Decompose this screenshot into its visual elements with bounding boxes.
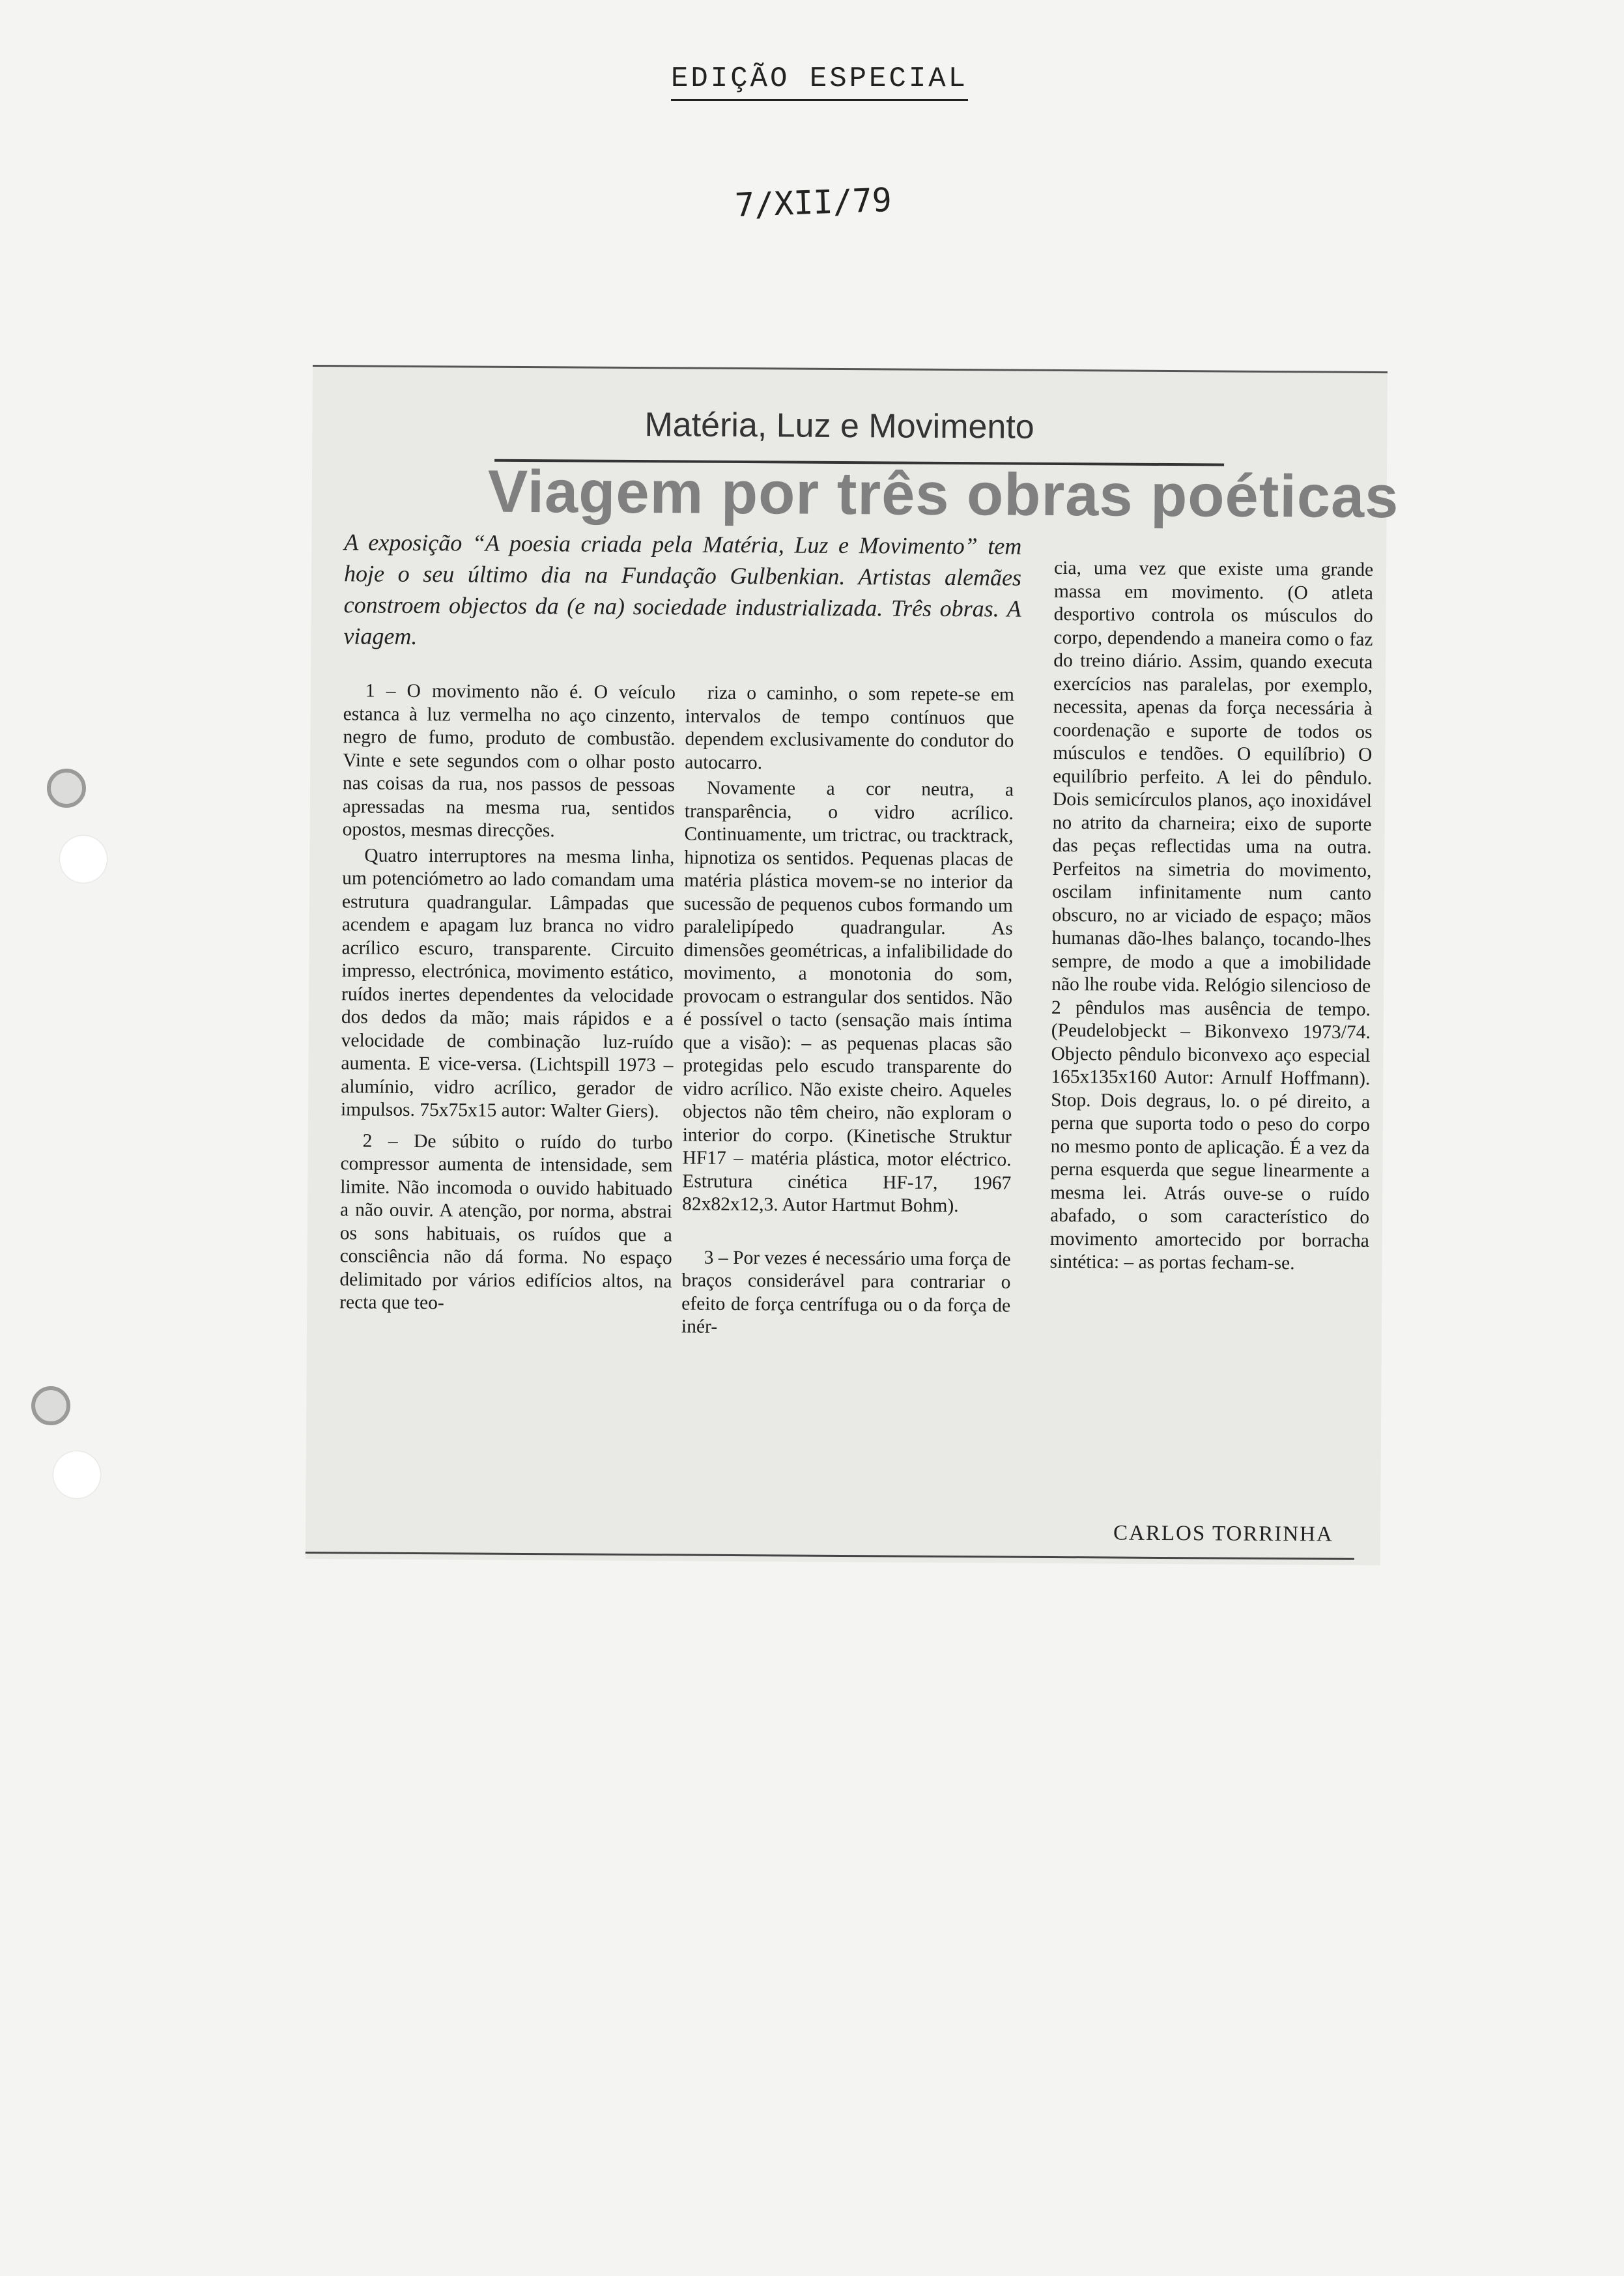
paragraph: Novamente a cor neutra, a transparência, o vidro acrílico. Continuamente, um trictrac, ou tracktrack, hipnotiza os sentidos. Pequenas placas de matéria plástica movem-se no interior da sucessão de pequenos cubos formando um paralelipípedo quadrangular. As dimensões geométricas, a infalibilidade do movimento, a monotonia do som, provocam o estrangular dos sentidos. Não é possível o tacto (sensação mais íntima que a visão): – as pequenas placas são protegidas pelo escudo transparente do vidro acrílico. Não existe cheiro. Aqueles objectos não têm cheiro, não exploram o interior do corpo. (Kinetische Struktur HF17 – matéria plástica, motor eléctrico. Estrutura cinética HF-17, 1967 82x82x12,3. Autor Hartmut Bohm). [682,777,1014,1217]
section-title: Matéria, Luz e Movimento [644,406,1034,446]
paragraph: Quatro interruptores na mesma linha, um potenciómetro ao lado comandam uma estrutura quadrangular. Lâmpadas que acendem e apagam luz branca no vidro acrílico escuro, transparente. Circuito impresso, electrónica, movimento estático, ruídos inertes dependentes da velocidade dos dedos da mão; mais rápidos e a velocidade de combinação luz-ruído aumenta. E vice-versa. (Lichtspill 1973 – alumínio, vidro acrílico, gerador de impulsos. 75x75x15 autor: Walter Giers). [340,844,675,1122]
byline: CARLOS TORRINHA [1113,1521,1333,1546]
headline: Viagem por três obras poéticas [487,458,1399,531]
punch-hole-bottom-white [53,1451,100,1498]
paragraph: 1 – O movimento não é. O veículo estanca à luz vermelha no aço cinzento, negro de fumo, produto de combustão. Vinte e sete segundos com o olhar posto nas coisas da rua, nos passos de pessoas apressadas na mesma rua, sentidos opostos, mesmas direcções. [342,680,676,842]
paragraph: riza o caminho, o som repete-se em intervalos de tempo contínuos que dependem exclusivamente do condutor do autocarro. [685,682,1015,773]
lead-paragraph: A exposição “A poesia criada pela Matéria, Luz e Movimento” tem hoje o seu último dia na Fundação Gulbenkian. Artistas alemães constroem objectos da (e na) sociedade industrializada. Três obras. A viagem. [343,529,1022,649]
punch-hole-top [47,769,86,808]
punch-hole-bottom [31,1386,70,1425]
paragraph: 2 – De súbito o ruído do turbo compressor aumenta de intensidade, sem limite. Não incomoda o ouvido habituado a não ouvir. A atenção, por norma, abstrai os sons habituais, os ruídos que a consciência não dá forma. No espaço delimitado por vários edifícios altos, na recta que teo- [339,1130,673,1314]
paragraph: cia, uma vez que existe uma grande massa em movimento. (O atleta desportivo controla os músculos do corpo, dependendo a maneira como o faz do treino diário. Assim, quando executa exercícios nas paralelas, por exemplo, necessita, apenas da força necessária à coordenação e suporte de todos os músculos e tendões. O equilíbrio) O equilíbrio perfeito. A lei do pêndulo. Dois semicírculos planos, aço inoxidável no atrito da charneira; eixo de suporte das peças reflectidas uma na outra. Perfeitos na simetria do movimento, oscilam infinitamente num canto obscuro, no ar viciado de espaço; mãos humanas dão-lhes balanço, tocando-lhes sempre, de modo a que a imobilidade não lhe roube vida. Relógio silencioso de 2 pêndulos mas ausência de tempo. (Peudelobjeckt – Bikonvexo 1973/74. Objecto pêndulo biconvexo aço especial 165x135x160 Autor: Arnulf Hoffmann). Stop. Dois degraus, lo. o pé direito, a perna que suporta todo o peso do corpo no mesmo ponto de aplicação. É a vez da perna esquerda que segue linearmente a mesma lei. Atrás ouve-se o ruído abafado, o som característico do movimento amortecido por borracha sintética: – as portas fecham-se. [1049,557,1374,1274]
bottom-rule [306,1552,1354,1560]
paragraph: 3 – Por vezes é necessário uma força de braços considerável para contrariar o efeito de força centrífuga ou o da força de inér- [681,1247,1011,1337]
article-column-2 [681,682,1014,1341]
handwritten-date: 7/XII/79 [734,180,892,225]
article-column-1 [339,679,676,1316]
newspaper-clipping [306,365,1399,1565]
edition-header: EDIÇÃO ESPECIAL [671,63,968,101]
article-column-3 [1049,557,1373,1275]
paragraph-gap [682,1216,1011,1240]
punch-hole-top-white [60,836,107,883]
